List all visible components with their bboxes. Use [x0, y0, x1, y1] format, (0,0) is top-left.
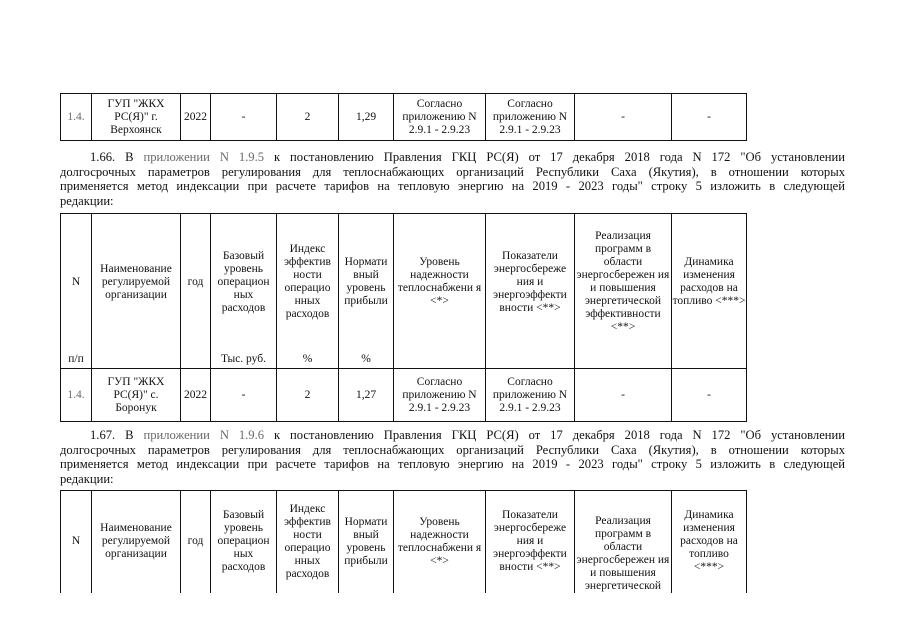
paragraph-1-66: 1.66. В приложении N 1.9.5 к постановлению Правления ГКЦ РС(Я) от 17 декабря 2018 года N 172 "Об установлении долгосрочных параметров регулирования для теплоснабжающих организаций Республики Саха (Якутия), в отношении которых применяется метод индексации при расчете тарифов на тепловую энергию на 2019 - 2023 годы" строку 5 изложить в следующей редакции:	[60, 150, 846, 208]
annex-link[interactable]: приложении N 1.9.6	[143, 428, 265, 442]
header-base: Базовый уровень операцион ных расходов	[211, 491, 277, 593]
table-header-row	[61, 491, 747, 593]
row-number: 1.4.	[61, 94, 92, 141]
header-programs: Реализация программ в области энергосбережен ия и повышения энергетической	[575, 491, 672, 593]
annex-link[interactable]: приложении N 1.9.5	[143, 150, 265, 164]
header-org: Наименование регулируемой организации	[100, 262, 172, 301]
header-n: N	[61, 491, 92, 593]
header-dynamics: Динамика изменения расходов на топливо <***>	[672, 491, 747, 593]
header-np: п/п	[68, 352, 84, 365]
energy-efficiency-cell: Согласно приложению N 2.9.1 - 2.9.23	[486, 94, 575, 141]
header-year: год	[181, 491, 211, 593]
energy-efficiency-cell: Согласно приложению N 2.9.1 - 2.9.23	[486, 369, 575, 422]
programs-cell: -	[575, 369, 672, 422]
fuel-dynamics-cell: -	[672, 369, 747, 422]
header-org: Наименование регулируемой организации	[92, 491, 181, 593]
header-norm: Нормати вный уровень прибыли	[339, 491, 394, 593]
reliability-cell: Согласно приложению N 2.9.1 - 2.9.23	[394, 369, 486, 422]
org-name: ГУП "ЖКХ РС(Я)" г. Верхоянск	[92, 94, 181, 141]
table-next-header	[60, 490, 747, 593]
header-programs: Реализация программ в области энергосбережен ия и повышения энергетической эффективности <**>	[576, 230, 670, 334]
reliability-cell: Согласно приложению N 2.9.1 - 2.9.23	[394, 94, 486, 141]
year-cell: 2022	[181, 94, 211, 141]
profit-norm-cell: 1,29	[339, 94, 394, 141]
org-name: ГУП "ЖКХ РС(Я)" с. Боронук	[92, 369, 181, 422]
header-base-unit: Тыс. руб.	[221, 352, 266, 365]
fuel-dynamics-cell: -	[672, 94, 747, 141]
header-base: Базовый уровень операцион ных расходов	[217, 249, 270, 314]
base-cost-cell: -	[211, 94, 277, 141]
profit-norm-cell: 1,27	[339, 369, 394, 422]
header-year: год	[187, 275, 204, 288]
header-norm: Нормати вный уровень прибыли	[344, 256, 388, 308]
year-cell: 2022	[181, 369, 211, 422]
header-dynamics: Динамика изменения расходов на топливо <***>	[672, 256, 746, 308]
efficiency-index-cell: 2	[277, 369, 339, 422]
table-header-row	[61, 214, 747, 369]
base-cost-cell: -	[211, 369, 277, 422]
header-index: Индекс эффектив ности операцио нных расходов	[284, 243, 331, 321]
table-verkhoyansk	[60, 93, 747, 141]
header-index: Индекс эффектив ности операцио нных расходов	[277, 491, 339, 593]
efficiency-index-cell: 2	[277, 94, 339, 141]
table-row	[61, 369, 747, 422]
row-number: 1.4.	[61, 369, 92, 422]
paragraph-1-67: 1.67. В приложении N 1.9.6 к постановлению Правления ГКЦ РС(Я) от 17 декабря 2018 года N 172 "Об установлении долгосрочных параметров регулирования для теплоснабжающих организаций Республики Саха (Якутия), в отношении которых применяется метод индексации при расчете тарифов на тепловую энергию на 2019 - 2023 годы" строку 5 изложить в следующей редакции:	[60, 428, 846, 486]
header-energy: Показатели энергосбереже ния и энергоэффекти вности <**>	[486, 491, 575, 593]
header-norm-unit: %	[361, 352, 371, 365]
header-index-unit: %	[302, 352, 313, 365]
table-boronuk	[60, 213, 747, 422]
header-n: N	[71, 275, 81, 288]
header-reliability: Уровень надежности теплоснабжени я <*>	[394, 491, 486, 593]
programs-cell: -	[575, 94, 672, 141]
header-reliability: Уровень надежности теплоснабжени я <*>	[397, 256, 482, 308]
table-row	[61, 94, 747, 141]
header-energy: Показатели энергосбереже ния и энергоэффекти вности <**>	[493, 249, 567, 314]
